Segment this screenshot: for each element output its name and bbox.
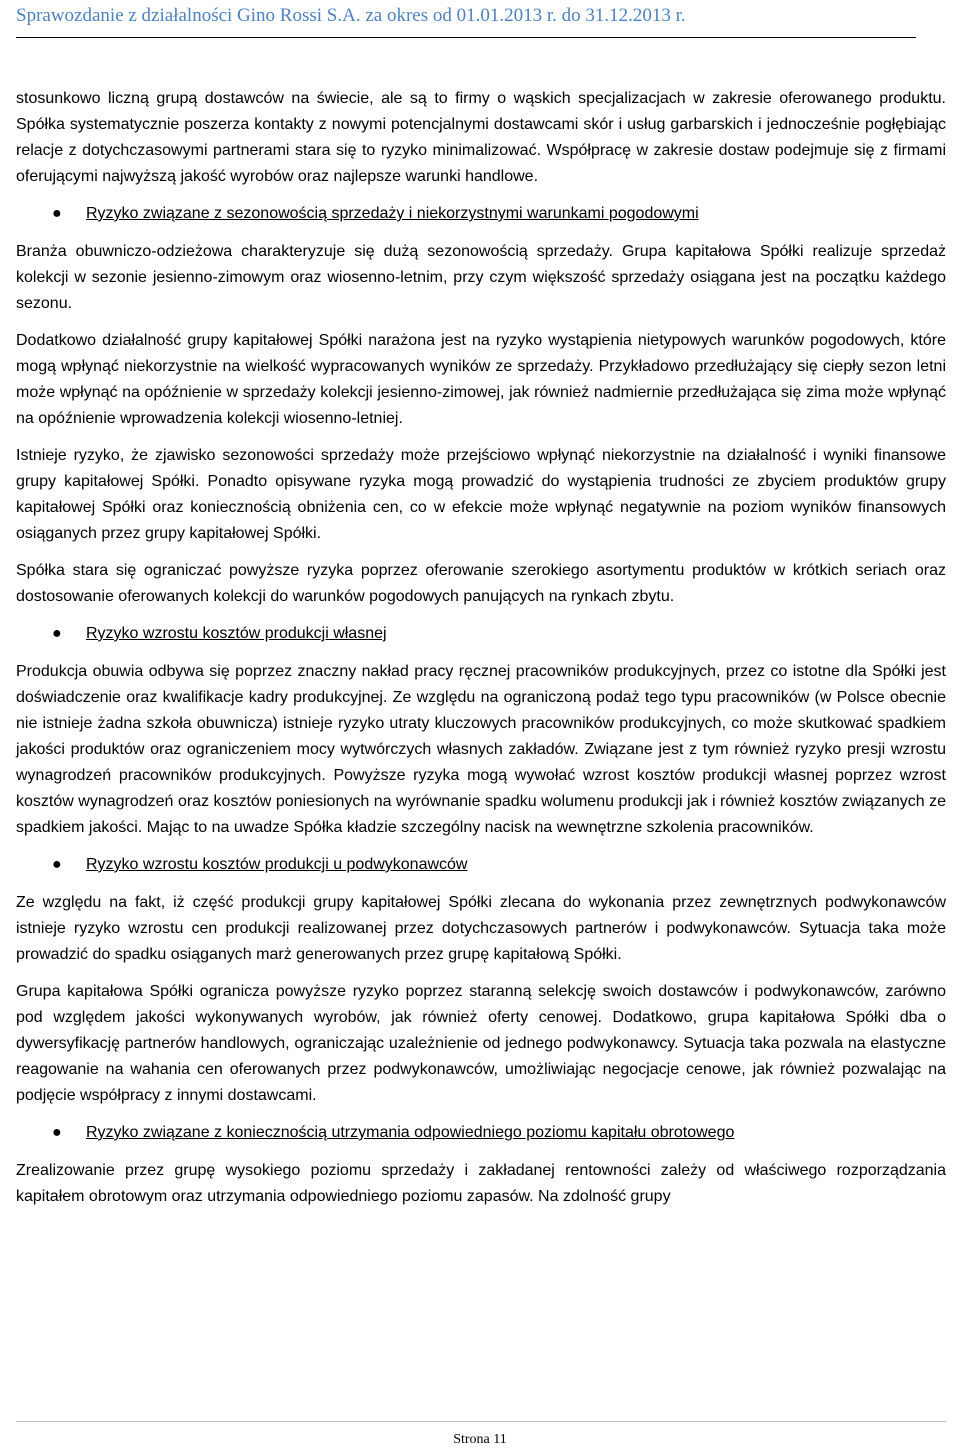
footer-divider xyxy=(16,1421,946,1422)
bullet-heading-subcontractor-costs xyxy=(16,852,946,878)
bullet-heading-text: Ryzyko związane z koniecznością utrzymania odpowiedniego poziomu kapitału obrotowego xyxy=(86,1124,735,1141)
paragraph: Grupa kapitałowa Spółki ogranicza powyższe ryzyko poprzez staranną selekcję swoich dostawców i podwykonawców, zarówno pod względem jakości wykonywanych wyrobów, jak również oferty cenowej. Dodatkowo, grupa kapitałowa Spółki dba o dywersyfikację partnerów handlowych, ograniczając uzależnienie od jednego podwykonawcy. Sytuacja taka pozwala na elastyczne reagowanie na wahania cen oferowanych przez podwykonawców, umożliwiając negocjacje cenowe, jak również pozwalając na podjęcie współpracy z innymi dostawcami. xyxy=(16,983,946,1104)
bullet-heading-own-production-costs xyxy=(16,621,946,647)
document-body xyxy=(16,86,946,1221)
bullet-icon: ● xyxy=(52,625,62,642)
paragraph: Zrealizowanie przez grupę wysokiego poziomu sprzedaży i zakładanej rentowności zależy od właściwego rozporządzania kapitałem obrotowym oraz utrzymania odpowiedniego poziomu zapasów. Na zdolność grupy xyxy=(16,1162,946,1205)
paragraph: Produkcja obuwia odbywa się poprzez znaczny nakład pracy ręcznej pracowników produkcyjnych, przez co istotne dla Spółki jest doświadczenie oraz kwalifikacje kadry produkcyjnej. Ze względu na ograniczoną podaż tego typu pracowników (w Polsce obecnie nie istnieje żadna szkoła obuwnicza) istnieje ryzyko utraty kluczowych pracowników produkcyjnych, co może skutkować spadkiem jakości produktów oraz ograniczeniem mocy wytwórczych własnych zakładów. Związane jest z tym również ryzyko presji wzrostu wynagrodzeń pracowników produkcyjnych. Powyższe ryzyka mogą wywołać wzrost kosztów produkcji własnej poprzez wzrost kosztów wynagrodzeń oraz kosztów poniesionych na wyrównanie spadku wolumenu produkcji jak i również kosztów związanych ze spadkiem jakości. Mając to na uwadze Spółka kładzie szczególny nacisk na wewnętrzne szkolenia pracowników. xyxy=(16,663,946,836)
bullet-icon: ● xyxy=(52,205,62,222)
bullet-heading-text: Ryzyko związane z sezonowością sprzedaży i niekorzystnymi warunkami pogodowymi xyxy=(86,205,699,222)
bullet-heading-text: Ryzyko wzrostu kosztów produkcji u podwykonawców xyxy=(86,856,468,873)
paragraph: Ze względu na fakt, iż część produkcji grupy kapitałowej Spółki zlecana do wykonania przez zewnętrznych podwykonawców istnieje ryzyko wzrostu cen produkcji realizowanej przez dotychczasowych partnerów i podwykonawców. Sytuacja taka może prowadzić do spadku osiąganych marż generowanych przez grupę kapitałową Spółki. xyxy=(16,894,946,963)
paragraph: Istnieje ryzyko, że zjawisko sezonowości sprzedaży może przejściowo wpłynąć niekorzystnie na działalność i wyniki finansowe grupy kapitałowej Spółki. Ponadto opisywane ryzyka mogą prowadzić do wystąpienia trudności ze zbyciem produktów grupy kapitałowej Spółki oraz koniecznością obniżenia cen, co w efekcie może wpłynąć negatywnie na poziom wyników finansowych osiąganych przez grupy kapitałowej Spółki. xyxy=(16,447,946,542)
paragraph: Spółka stara się ograniczać powyższe ryzyka poprzez oferowanie szerokiego asortymentu produktów w krótkich seriach oraz dostosowanie oferowanych kolekcji do warunków pogodowych panujących na rynkach zbytu. xyxy=(16,562,946,605)
paragraph: Dodatkowo działalność grupy kapitałowej Spółki narażona jest na ryzyko wystąpienia nietypowych warunków pogodowych, które mogą wpłynąć niekorzystnie na wielkość wypracowanych wyników ze sprzedaży. Przykładowo przedłużający się ciepły sezon letni może wpłynąć na opóźnienie w sprzedaży kolekcji jesienno-zimowej, jak również nadmiernie przedłużająca się zima może wpłynąć na opóźnienie wprowadzenia kolekcji wiosenno-letniej. xyxy=(16,332,946,427)
bullet-icon: ● xyxy=(52,856,62,873)
page-number: Strona 11 xyxy=(453,1432,507,1447)
page-header-title: Sprawozdanie z działalności Gino Rossi S.A. za okres od 01.01.2013 r. do 31.12.2013 r. xyxy=(16,5,686,26)
paragraph: Branża obuwniczo-odzieżowa charakteryzuje się dużą sezonowością sprzedaży. Grupa kapitałowa Spółki realizuje sprzedaż kolekcji w sezonie jesienno-zimowym oraz wiosenno-letnim, przy czym większość sprzedaży osiągana jest na początku każdego sezonu. xyxy=(16,243,946,312)
header-divider xyxy=(16,37,916,38)
bullet-heading-text: Ryzyko wzrostu kosztów produkcji własnej xyxy=(86,625,387,642)
bullet-icon: ● xyxy=(52,1124,62,1141)
bullet-heading-seasonality xyxy=(16,201,946,227)
paragraph: stosunkowo liczną grupą dostawców na świecie, ale są to firmy o wąskich specjalizacjach w zakresie oferowanego produktu. Spółka systematycznie poszerza kontakty z nowymi potencjalnymi dostawcami skór i usług garbarskich i jednocześnie pogłębiając relacje z dotychczasowymi partnerami stara się to ryzyko minimalizować. Współpracę w zakresie dostaw podejmuje się z firmami oferującymi najwyższą jakość wyrobów oraz najlepsze warunki handlowe. xyxy=(16,90,946,185)
bullet-heading-working-capital xyxy=(16,1120,946,1146)
